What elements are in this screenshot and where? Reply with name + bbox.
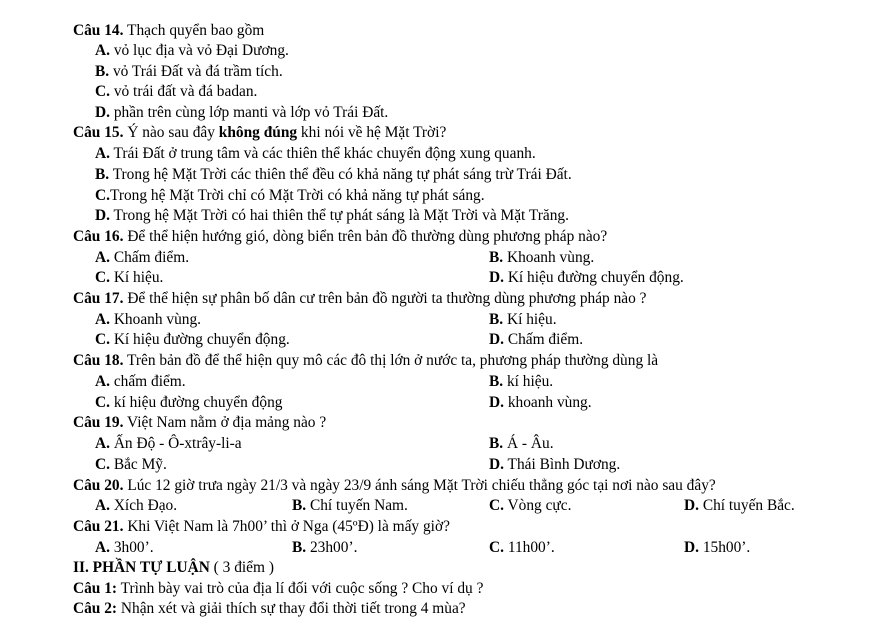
option-17b xyxy=(489,310,557,330)
option-letter: D. xyxy=(95,104,110,121)
question-18 xyxy=(73,351,658,371)
question-text: Thạch quyển bao gồm xyxy=(123,22,265,39)
option-text: Chấm điểm. xyxy=(503,331,584,348)
option-letter: B. xyxy=(95,166,110,183)
question-number: Câu 15. xyxy=(73,124,124,141)
option-17a xyxy=(95,310,201,330)
option-19b xyxy=(489,434,554,454)
option-text: 23h00’. xyxy=(306,539,358,556)
option-letter: A. xyxy=(95,145,110,162)
option-text: 11h00’. xyxy=(503,539,555,556)
option-letter: C. xyxy=(95,456,110,473)
option-21d xyxy=(684,538,750,558)
option-letter: A. xyxy=(95,42,110,59)
option-18a xyxy=(95,372,186,392)
essay-question-2 xyxy=(73,599,466,619)
option-text: Chí tuyến Bắc. xyxy=(698,497,795,514)
question-emphasis: không đúng xyxy=(218,124,298,141)
option-text: 3h00’. xyxy=(109,539,154,556)
question-20 xyxy=(73,476,716,496)
option-18b xyxy=(489,372,553,392)
question-text: Trên bản đồ để thể hiện quy mô các đô thị lớn ở nước ta, phương pháp thường dùng là xyxy=(123,352,659,369)
option-text: Kí hiệu. xyxy=(503,311,557,328)
option-text: Á - Âu. xyxy=(503,435,554,452)
option-letter: B. xyxy=(489,435,504,452)
question-16 xyxy=(73,227,607,247)
question-19 xyxy=(73,413,326,433)
option-letter: B. xyxy=(489,373,504,390)
option-letter: A. xyxy=(95,497,110,514)
question-number: Câu 21. xyxy=(73,518,124,535)
option-14a xyxy=(95,41,289,61)
option-15d xyxy=(95,206,569,226)
option-17d xyxy=(489,330,583,350)
option-text: Trong hệ Mặt Trời chỉ có Mặt Trời có khả năng tự phát sáng. xyxy=(109,187,485,204)
option-16d xyxy=(489,268,684,288)
option-20d xyxy=(684,496,795,516)
question-text: Trình bày vai trò của địa lí đối với cuộc sống ? Cho ví dụ ? xyxy=(117,580,484,597)
option-14b xyxy=(95,62,283,82)
option-letter: A. xyxy=(95,249,110,266)
option-letter: B. xyxy=(95,63,110,80)
option-text: kí hiệu đường chuyển động xyxy=(109,394,283,411)
option-19c xyxy=(95,455,167,475)
option-text: Chí tuyến Nam. xyxy=(306,497,408,514)
question-text: Khi Việt Nam là 7h00’ thì ở Nga (45ºĐ) là mấy giờ? xyxy=(123,518,450,535)
option-15b xyxy=(95,165,572,185)
option-20c xyxy=(489,496,571,516)
question-number: Câu 16. xyxy=(73,228,124,245)
option-letter: C. xyxy=(95,83,110,100)
option-letter: A. xyxy=(95,311,110,328)
option-16a xyxy=(95,248,189,268)
option-letter: C. xyxy=(489,497,504,514)
option-20a xyxy=(95,496,177,516)
option-letter: C. xyxy=(95,331,110,348)
option-letter: D. xyxy=(489,331,504,348)
option-letter: B. xyxy=(489,311,504,328)
option-text: Vòng cực. xyxy=(503,497,572,514)
question-number: Câu 18. xyxy=(73,352,124,369)
option-21a xyxy=(95,538,154,558)
option-text: Trái Đất ở trung tâm và các thiên thể khác chuyển động xung quanh. xyxy=(109,145,536,162)
option-text: Trong hệ Mặt Trời có hai thiên thể tự phát sáng là Mặt Trời và Mặt Trăng. xyxy=(109,207,569,224)
option-16c xyxy=(95,268,163,288)
option-text: chấm điểm. xyxy=(109,373,186,390)
option-letter: A. xyxy=(95,539,110,556)
option-letter: D. xyxy=(489,456,504,473)
section-points: ( 3 điểm ) xyxy=(209,559,274,576)
question-number: Câu 20. xyxy=(73,477,124,494)
option-text: vỏ trái đất và đá badan. xyxy=(109,83,258,100)
option-text: kí hiệu. xyxy=(503,373,554,390)
option-letter: D. xyxy=(95,207,110,224)
option-text: vỏ Trái Đất và đá trầm tích. xyxy=(109,63,283,80)
question-21 xyxy=(73,517,450,537)
option-text: Kí hiệu đường chuyển động. xyxy=(109,331,290,348)
option-text: Thái Bình Dương. xyxy=(503,456,621,473)
option-text: Ấn Độ - Ô-xtrây-li-a xyxy=(109,435,242,452)
section-title: II. PHẦN TỰ LUẬN xyxy=(73,559,210,576)
option-text: Bắc Mỹ. xyxy=(109,456,167,473)
option-letter: C. xyxy=(95,187,110,204)
question-15 xyxy=(73,123,446,143)
question-text: Nhận xét và giải thích sự thay đổi thời tiết trong 4 mùa? xyxy=(117,600,466,617)
question-number: Câu 17. xyxy=(73,290,124,307)
option-16b xyxy=(489,248,594,268)
section-heading xyxy=(73,558,274,578)
option-letter: A. xyxy=(95,373,110,390)
option-letter: D. xyxy=(684,539,699,556)
option-text: phần trên cùng lớp manti và lớp vỏ Trái Đất. xyxy=(109,104,389,121)
option-17c xyxy=(95,330,290,350)
option-text: 15h00’. xyxy=(698,539,751,556)
option-text: Kí hiệu đường chuyển động. xyxy=(503,269,684,286)
question-14 xyxy=(73,21,264,41)
question-17 xyxy=(73,289,647,309)
option-text: Khoanh vùng. xyxy=(109,311,202,328)
question-number: Câu 14. xyxy=(73,22,124,39)
option-14d xyxy=(95,103,388,123)
option-letter: D. xyxy=(489,269,504,286)
option-20b xyxy=(292,496,408,516)
question-number: Câu 19. xyxy=(73,414,124,431)
option-text: Xích Đạo. xyxy=(109,497,178,514)
question-text: Để thể hiện sự phân bố dân cư trên bản đồ người ta thường dùng phương pháp nào ? xyxy=(123,290,647,307)
option-18c xyxy=(95,393,282,413)
option-15c xyxy=(95,186,485,206)
option-text: Khoanh vùng. xyxy=(503,249,595,266)
option-21b xyxy=(292,538,357,558)
option-text: vỏ lục địa và vỏ Đại Dương. xyxy=(109,42,289,59)
option-letter: B. xyxy=(489,249,504,266)
option-15a xyxy=(95,144,536,164)
option-text: Trong hệ Mặt Trời các thiên thể đều có khả năng tự phát sáng trừ Trái Đất. xyxy=(109,166,572,183)
option-14c xyxy=(95,82,257,102)
question-text: khi nói về hệ Mặt Trời? xyxy=(297,124,447,141)
question-text: Ý nào sau đây xyxy=(123,124,219,141)
option-text: Chấm điểm. xyxy=(109,249,190,266)
question-text: Lúc 12 giờ trưa ngày 21/3 và ngày 23/9 ánh sáng Mặt Trời chiếu thẳng góc tại nơi nào sau đây? xyxy=(123,477,716,494)
option-letter: C. xyxy=(95,269,110,286)
option-19d xyxy=(489,455,620,475)
question-text: Việt Nam nằm ở địa mảng nào ? xyxy=(123,414,327,431)
option-18d xyxy=(489,393,592,413)
option-letter: B. xyxy=(292,539,307,556)
essay-question-1 xyxy=(73,579,483,599)
option-letter: C. xyxy=(95,394,110,411)
option-letter: A. xyxy=(95,435,110,452)
option-letter: D. xyxy=(489,394,504,411)
option-text: Kí hiệu. xyxy=(109,269,164,286)
option-letter: D. xyxy=(684,497,699,514)
option-19a xyxy=(95,434,242,454)
question-number: Câu 1: xyxy=(73,580,118,597)
question-number: Câu 2: xyxy=(73,600,118,617)
question-text: Để thể hiện hướng gió, dòng biển trên bản đồ thường dùng phương pháp nào? xyxy=(123,228,608,245)
option-text: khoanh vùng. xyxy=(503,394,592,411)
option-letter: B. xyxy=(292,497,307,514)
option-21c xyxy=(489,538,555,558)
option-letter: C. xyxy=(489,539,504,556)
